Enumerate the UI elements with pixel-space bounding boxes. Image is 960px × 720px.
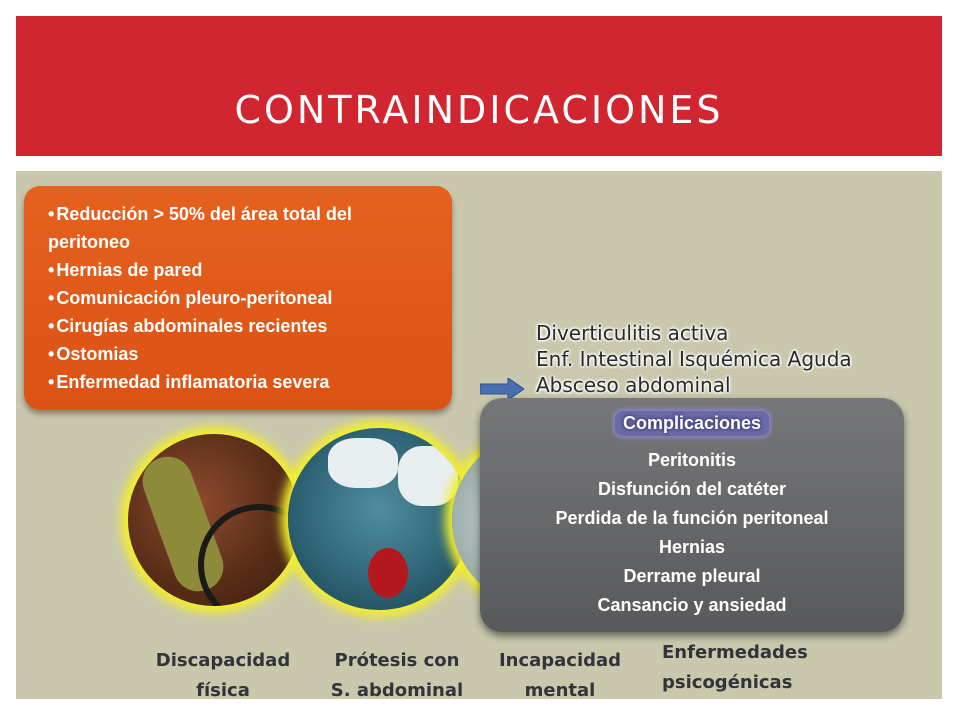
list-item: Cansancio y ansiedad (597, 595, 787, 615)
wheelchair-image (128, 434, 300, 606)
list-item: • Cirugías abdominales recientes (48, 316, 328, 336)
list-item: Enf. Intestinal Isquémica Aguda (536, 347, 852, 371)
caption-physical-disability: Discapacidad física (155, 650, 291, 701)
list-item: • Ostomias (48, 344, 139, 364)
list-item: Diverticulitis activa (536, 321, 729, 345)
contraindications-box (24, 186, 452, 410)
list-item: Derrame pleural (623, 566, 761, 586)
complications-box (480, 398, 904, 632)
intestinal-contraindications (536, 320, 916, 398)
complications-list (480, 446, 904, 620)
caption-psychogenic-diseases: Enfermedades psicogénicas (662, 642, 808, 693)
list-item: Absceso abdominal (536, 373, 731, 397)
surgery-image (288, 428, 470, 610)
glove-shape (398, 446, 458, 506)
caption-abdominal-prosthesis: Prótesis con S. abdominal (330, 650, 464, 701)
caption-mental-disability: Incapacidad mental (498, 650, 622, 701)
list-item: • Comunicación pleuro-peritoneal (48, 288, 333, 308)
list-item: • Reducción > 50% del área total del peritoneo (48, 204, 352, 252)
arrow-right-icon (480, 378, 524, 400)
list-item: Disfunción del catéter (597, 479, 787, 499)
title-banner (16, 16, 942, 156)
complications-title: Complicaciones (615, 411, 769, 436)
list-item: Perdida de la función peritoneal (555, 508, 829, 528)
incision-shape (368, 548, 408, 598)
contraindications-list (48, 200, 438, 396)
list-item: Hernias (658, 537, 726, 557)
list-item: • Enfermedad inflamatoria severa (48, 372, 330, 392)
list-item: Peritonitis (647, 450, 736, 470)
list-item: • Hernias de pared (48, 260, 203, 280)
wheel-shape (198, 504, 300, 606)
glove-shape (328, 438, 398, 488)
slide-title: CONTRAINDICACIONES (234, 88, 724, 132)
